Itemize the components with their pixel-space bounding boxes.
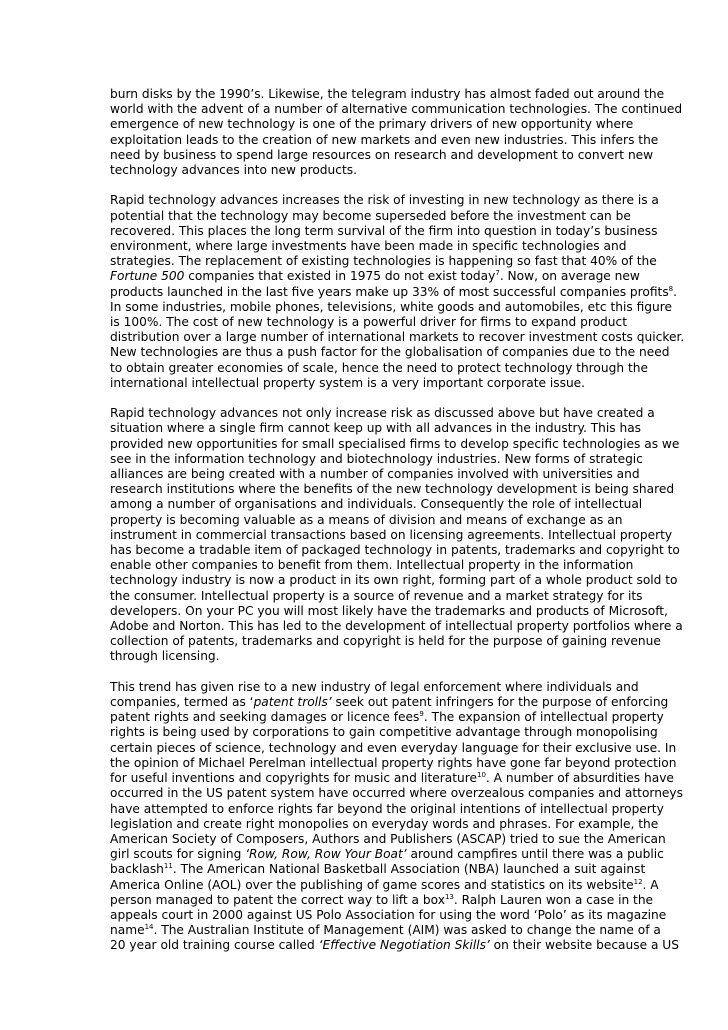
text-run: Rapid technology advances increases the risk of investing in new technology as there is a — [110, 193, 659, 208]
text-run: . The Australian Institute of Management (AIM) was asked to change the name of a — [153, 923, 661, 938]
text-line — [110, 421, 642, 436]
text-line — [110, 208, 631, 224]
text-run: recovered. This places the long term survival of the firm into question in today’s business — [110, 223, 658, 238]
text-run: companies, termed as ‘ — [110, 695, 254, 710]
text-run: rights is being used by corporations to gain competitive advantage through monopolising — [110, 725, 658, 740]
text-run: situation where a single firm cannot keep up with all advances in the industry. This has — [110, 421, 642, 436]
text-run: strategies. The replacement of existing technologies is happening so fast that 40% of the — [110, 254, 657, 269]
footnote-marker: 7 — [495, 269, 500, 278]
text-line — [110, 406, 655, 421]
text-line — [110, 467, 640, 482]
text-line — [110, 710, 664, 725]
text-run: emergence of new technology is one of the primary drivers of new opportunity where — [110, 117, 634, 132]
text-line — [110, 254, 657, 269]
footnote-marker: 11 — [163, 862, 173, 871]
text-run: world with the advent of a number of alternative communication technologies. The continued — [110, 102, 683, 117]
footnote-marker: 13 — [444, 892, 454, 901]
text-run: the opinion of Michael Perelman intellectual property rights have gone far beyond protection — [110, 755, 677, 770]
text-line — [110, 695, 669, 710]
text-line — [110, 315, 626, 330]
text-run: girl scouts for signing — [110, 847, 246, 862]
text-run: This trend has given rise to a new industry of legal enforcement where individuals and — [110, 679, 639, 694]
text-run: . The American National Basketball Association (NBA) launched a suit against — [172, 862, 646, 877]
text-run: exploitation leads to the creation of new markets and even new industries. This infers the — [110, 132, 659, 147]
text-line — [110, 345, 670, 360]
text-run: through licensing. — [110, 649, 220, 664]
text-line — [110, 299, 672, 315]
text-run: backlash — [110, 862, 164, 877]
text-line — [110, 102, 683, 117]
text-line — [110, 436, 680, 452]
text-run: see in the information technology and biotechnology industries. New forms of strategic — [110, 451, 643, 466]
footnote-marker: 10 — [476, 771, 486, 780]
text-run: Rapid technology advances not only increase risk as discussed above but have created a — [110, 406, 655, 421]
text-run: legislation and create right monopolies on everyday words and phrases. For example, the — [110, 816, 659, 831]
footnote-marker: 12 — [633, 877, 643, 886]
text-line — [110, 831, 666, 847]
text-run: alliances are being created with a number of companies involved with universities and — [110, 467, 640, 482]
text-run: to obtain greater economies of scale, hence the need to protect technology through the — [110, 360, 648, 375]
paragraph — [110, 679, 683, 954]
text-line — [110, 527, 673, 543]
text-line — [110, 147, 654, 163]
italic-text: ‘Row, Row, Row Your Boat’ — [245, 847, 407, 862]
text-line — [110, 892, 654, 908]
text-line — [110, 360, 648, 376]
text-run: products launched in the last five years make up 33% of most successful companies profits — [110, 284, 669, 299]
text-run: America Online (AOL) over the publishing of game scores and statistics on its website — [110, 877, 634, 892]
text-line — [110, 907, 667, 923]
text-run: technology industry is now a product in its own right, forming part of a whole product sold to — [110, 573, 678, 588]
footnote-marker: 9 — [419, 710, 424, 719]
text-run: research institutions where the benefits of the new technology development is being shared — [110, 482, 675, 497]
text-line — [110, 740, 677, 756]
text-line — [110, 771, 674, 786]
text-line — [110, 725, 658, 740]
text-run: developers. On your PC you will most likely have the trademarks and products of Microsoft, — [110, 603, 668, 618]
text-run: enable other companies to benefit from them. Intellectual property in the information — [110, 558, 634, 573]
text-line — [110, 223, 658, 239]
italic-text: ‘Effective Negotiation Skills’ — [318, 938, 490, 953]
text-run: technology advances into new products. — [110, 163, 357, 178]
italic-text: patent trolls’ — [253, 695, 336, 710]
text-run: occurred in the US patent system have occurred where overzealous companies and attorneys — [110, 786, 683, 801]
text-run: 20 year old training course called — [110, 938, 319, 953]
text-run: person managed to patent the correct way to lift a box — [110, 892, 445, 907]
footnote-marker: 8 — [668, 284, 674, 293]
text-line — [110, 163, 626, 178]
paragraph — [110, 406, 683, 664]
text-line — [110, 330, 685, 345]
text-run: potential that the technology may become superseded before the investment can be — [110, 208, 631, 223]
text-line — [110, 755, 677, 771]
text-line — [110, 269, 640, 284]
text-line — [110, 117, 634, 132]
italic-text: Fortune 500 — [110, 269, 185, 284]
text-run: seek out patent infringers for the purpose of enforcing — [335, 695, 669, 710]
text-line — [110, 603, 668, 619]
paragraph — [110, 87, 683, 178]
text-run: New technologies are thus a push factor for the globalisation of companies due to the need — [110, 345, 670, 360]
text-line — [110, 801, 664, 817]
text-line — [110, 862, 646, 877]
text-run: distribution over a large number of international markets to recover investment costs quicker. — [110, 330, 685, 345]
text-run: provided new opportunities for small specialised firms to develop specific technologies as we — [110, 436, 680, 451]
text-run: property is becoming valuable as a means of division and means of exchange as an — [110, 512, 623, 527]
text-run: need by business to spend large resources on research and development to convert new — [110, 147, 654, 162]
text-line — [110, 87, 665, 102]
text-line — [110, 786, 683, 801]
text-line — [110, 558, 634, 573]
text-line — [110, 451, 643, 467]
text-run: . Now, on average new — [499, 269, 640, 284]
text-run: . A — [642, 877, 659, 892]
text-run: name — [110, 923, 145, 938]
text-line — [110, 923, 661, 938]
text-line — [110, 132, 659, 148]
text-run: environment, where large investments have been made in specific technologies and — [110, 239, 627, 254]
text-run: American Society of Composers, Authors and Publishers (ASCAP) tried to sue the American — [110, 831, 666, 846]
text-line — [110, 816, 659, 832]
text-run: companies that existed in 1975 do not exist today — [184, 269, 496, 284]
text-run: In some industries, mobile phones, televisions, white goods and automobiles, etc this figure — [110, 299, 672, 314]
text-line — [110, 619, 683, 634]
text-run: for useful inventions and copyrights for music and literature — [110, 771, 477, 786]
text-run: burn disks by the 1990’s. Likewise, the telegram industry has almost faded out around the — [110, 87, 665, 101]
footnote-marker: 14 — [144, 923, 154, 932]
text-run: Adobe and Norton. This has led to the development of intellectual property portfolios where a — [110, 619, 683, 634]
text-run: instrument in commercial transactions based on licensing agreements. Intellectual property — [110, 527, 673, 542]
text-run: has become a tradable item of packaged technology in patents, trademarks and copyright to — [110, 543, 680, 558]
text-line — [110, 513, 626, 528]
text-run: . — [673, 284, 678, 299]
text-run: certain pieces of science, technology and even everyday language for their exclusive use. In — [110, 740, 677, 755]
document-body — [110, 87, 685, 969]
text-line — [110, 649, 626, 664]
text-run: . The expansion of intellectual property — [423, 710, 664, 725]
text-line — [110, 847, 664, 862]
paragraph — [110, 193, 685, 391]
text-run: around campfires until there was a public — [406, 847, 664, 862]
text-run: appeals court in 2000 against US Polo Association for using the word ‘Polo’ as its magazine — [110, 907, 667, 922]
text-run: have attempted to enforce rights far beyond the original intentions of intellectual property — [110, 801, 664, 816]
text-run: the consumer. Intellectual property is a source of revenue and a market strategy for its — [110, 588, 643, 603]
text-run: . A number of absurdities have — [485, 771, 674, 786]
text-run: collection of patents, trademarks and copyright is held for the purpose of gaining revenue — [110, 634, 661, 649]
text-line — [110, 938, 679, 953]
text-line — [110, 573, 678, 588]
text-line — [110, 376, 626, 391]
text-line — [110, 193, 659, 208]
text-run: on their website because a US — [489, 938, 679, 953]
text-run: . Ralph Lauren won a case in the — [453, 892, 654, 907]
text-run: patent rights and seeking damages or licence fees — [110, 710, 420, 725]
text-line — [110, 239, 626, 254]
text-line — [110, 482, 675, 497]
text-line — [110, 877, 659, 893]
text-line — [110, 543, 680, 558]
text-run: is 100%. The cost of new technology is a powerful driver for firms to expand product — [110, 315, 627, 330]
text-line — [110, 284, 678, 300]
text-run: international intellectual property system is a very important corporate issue. — [110, 375, 586, 390]
text-line — [110, 634, 661, 649]
text-line — [110, 679, 639, 695]
text-run: among a number of organisations and individuals. Consequently the role of intellectual — [110, 497, 643, 512]
text-line — [110, 588, 643, 604]
text-line — [110, 497, 643, 512]
